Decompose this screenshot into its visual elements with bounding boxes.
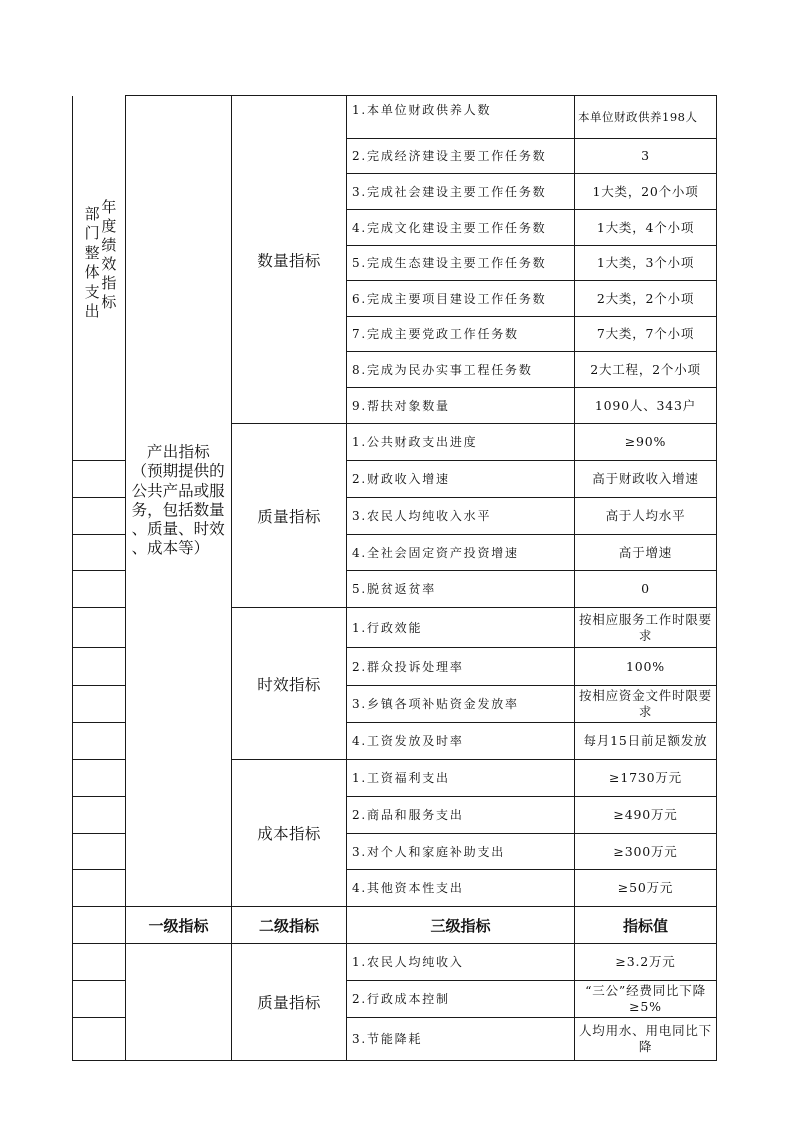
performance-indicator-table <box>72 95 717 1061</box>
level3-indicator-name: 7.完成主要党政工作任务数 <box>347 317 575 352</box>
empty-cell <box>73 648 126 686</box>
table-row <box>73 944 717 981</box>
level3-indicator-name: 1.工资福利支出 <box>347 760 575 797</box>
level3-indicator-name: 2.商品和服务支出 <box>347 797 575 834</box>
empty-cell <box>73 760 126 797</box>
level1-indicator-cell <box>126 96 232 907</box>
level3-indicator-name: 1.公共财政支出进度 <box>347 424 575 461</box>
level3-indicator-name: 6.完成主要项目建设工作任务数 <box>347 281 575 317</box>
empty-cell <box>73 498 126 535</box>
level3-indicator-name: 4.工资发放及时率 <box>347 723 575 760</box>
level3-indicator-name: 9.帮扶对象数量 <box>347 388 575 424</box>
empty-cell <box>73 907 126 944</box>
empty-cell <box>73 461 126 498</box>
indicator-value: 高于增速 <box>575 535 717 571</box>
level2-indicator-quantity: 数量指标 <box>232 96 347 424</box>
header-value: 指标值 <box>575 907 717 944</box>
header-level2: 二级指标 <box>232 907 347 944</box>
empty-cell <box>73 571 126 608</box>
indicator-value: ≥1730万元 <box>575 760 717 797</box>
level1-indicator-title: 产出指标 <box>146 443 211 462</box>
indicator-value: 1大类，20个小项 <box>575 174 717 210</box>
empty-cell <box>73 1018 126 1061</box>
header-level1: 一级指标 <box>126 907 232 944</box>
level2-indicator-timeliness: 时效指标 <box>232 608 347 760</box>
level3-indicator-name: 4.其他资本性支出 <box>347 870 575 907</box>
indicator-value: 本单位财政供养198人 <box>575 96 717 139</box>
indicator-value: 100% <box>575 648 717 686</box>
level3-indicator-name: 3.对个人和家庭补助支出 <box>347 834 575 870</box>
indicator-value: 按相应资金文件时限要求 <box>575 686 717 723</box>
level3-indicator-name: 4.完成文化建设主要工作任务数 <box>347 210 575 246</box>
indicator-value: 7大类，7个小项 <box>575 317 717 352</box>
indicator-value: 高于财政收入增速 <box>575 461 717 498</box>
indicator-value: 高于人均水平 <box>575 498 717 535</box>
level2-indicator-cost: 成本指标 <box>232 760 347 907</box>
empty-cell <box>73 944 126 981</box>
indicator-value: 3 <box>575 139 717 174</box>
indicator-value: 1大类，4个小项 <box>575 210 717 246</box>
level3-indicator-name: 3.农民人均纯收入水平 <box>347 498 575 535</box>
empty-cell <box>73 981 126 1018</box>
empty-cell <box>73 834 126 870</box>
section-label-cell <box>73 96 126 461</box>
empty-level1-cell <box>126 944 232 1061</box>
table-row <box>73 96 717 139</box>
section-label-line1: 部门整体支出 <box>84 204 100 321</box>
level3-indicator-name: 3.节能降耗 <box>347 1018 575 1061</box>
indicator-value: 1090人、343户 <box>575 388 717 424</box>
indicator-value: 0 <box>575 571 717 608</box>
indicator-value: ≥300万元 <box>575 834 717 870</box>
empty-cell <box>73 797 126 834</box>
indicator-value: 每月15日前足额发放 <box>575 723 717 760</box>
indicator-value: 2大工程，2个小项 <box>575 352 717 388</box>
indicator-value: 1大类，3个小项 <box>575 246 717 281</box>
level3-indicator-name: 4.全社会固定资产投资增速 <box>347 535 575 571</box>
level3-indicator-name: 3.乡镇各项补贴资金发放率 <box>347 686 575 723</box>
level3-indicator-name: 5.脱贫返贫率 <box>347 571 575 608</box>
level3-indicator-name: 1.农民人均纯收入 <box>347 944 575 981</box>
level3-indicator-name: 2.完成经济建设主要工作任务数 <box>347 139 575 174</box>
indicator-value: ≥90% <box>575 424 717 461</box>
level3-indicator-name: 1.本单位财政供养人数 <box>347 96 575 139</box>
header-row <box>73 907 717 944</box>
level3-indicator-name: 5.完成生态建设主要工作任务数 <box>347 246 575 281</box>
indicator-value: 2大类，2个小项 <box>575 281 717 317</box>
level3-indicator-name: 8.完成为民办实事工程任务数 <box>347 352 575 388</box>
indicator-value: 人均用水、用电同比下降 <box>575 1018 717 1061</box>
section-label-line2: 年度绩效指标 <box>101 197 117 311</box>
indicator-value: “三公”经费同比下降 ≥5% <box>575 981 717 1018</box>
empty-cell <box>73 686 126 723</box>
section-label <box>73 96 125 323</box>
empty-cell <box>73 723 126 760</box>
level2-indicator-quality-lower: 质量指标 <box>232 944 347 1061</box>
level3-indicator-name: 2.群众投诉处理率 <box>347 648 575 686</box>
indicator-value: ≥50万元 <box>575 870 717 907</box>
indicator-value: ≥3.2万元 <box>575 944 717 981</box>
header-level3: 三级指标 <box>347 907 575 944</box>
empty-cell <box>73 870 126 907</box>
level1-indicator-description: （预期提供的公共产品或服务，包括数量、质量、时效、成本等） <box>131 462 225 558</box>
level2-indicator-quality: 质量指标 <box>232 424 347 608</box>
empty-cell <box>73 535 126 571</box>
indicator-value: ≥490万元 <box>575 797 717 834</box>
empty-cell <box>73 608 126 648</box>
level3-indicator-name: 2.财政收入增速 <box>347 461 575 498</box>
level3-indicator-name: 3.完成社会建设主要工作任务数 <box>347 174 575 210</box>
indicator-value: 按相应服务工作时限要求 <box>575 608 717 648</box>
level3-indicator-name: 2.行政成本控制 <box>347 981 575 1018</box>
level3-indicator-name: 1.行政效能 <box>347 608 575 648</box>
